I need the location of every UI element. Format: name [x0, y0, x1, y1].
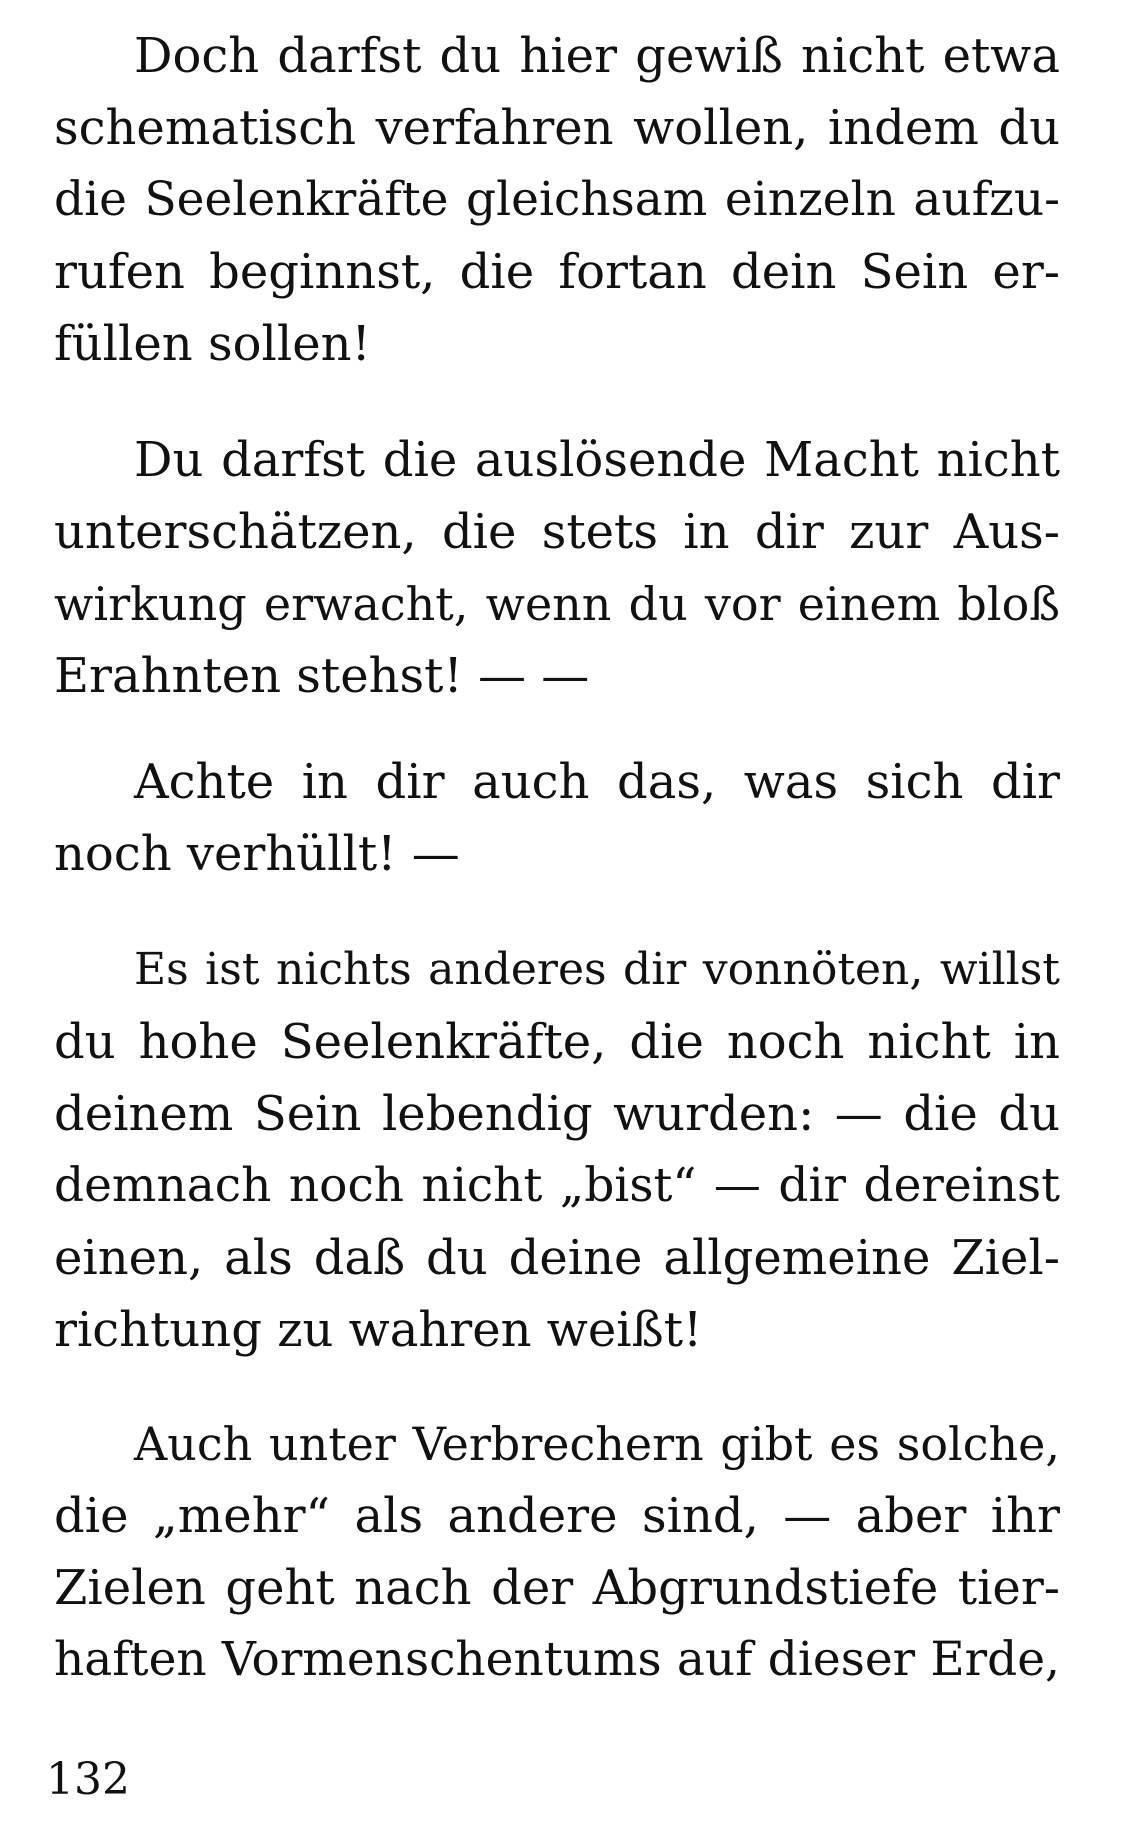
text-line: Erahnten stehst! — — [54, 648, 590, 704]
text-line: Achte in dir auch das, was sich dir [134, 754, 1060, 810]
paragraph-4 [54, 934, 1060, 1366]
paragraph-2 [54, 424, 1060, 712]
text-line: Du darfst die auslösende Macht nicht [134, 432, 1060, 488]
text-line: demnach noch nicht „bist“ — dir dereinst [54, 1158, 1060, 1213]
text-line: du hohe Seelenkräfte, die noch nicht in [54, 1014, 1060, 1070]
text-line: füllen sollen! [54, 316, 371, 372]
page-number: 132 [46, 1754, 130, 1805]
text-line: die „mehr“ als andere sind, — aber ihr [54, 1488, 1060, 1544]
text-line: deinem Sein lebendig wurden: — die du [54, 1086, 1060, 1142]
paragraph-3 [54, 746, 1060, 890]
text-line: noch verhüllt! — [54, 826, 460, 882]
text-line: einen, als daß du deine allgemeine Ziel- [54, 1230, 1060, 1286]
text-line: die Seelenkräfte gleichsam einzeln aufzu- [54, 172, 1060, 227]
paragraph-1 [54, 20, 1060, 380]
text-line: Auch unter Verbrechern gibt es solche, [134, 1417, 1060, 1471]
text-line: unterschätzen, die stets in dir zur Aus- [54, 504, 1060, 560]
paragraph-5 [54, 1408, 1060, 1696]
text-line: rufen beginnst, die fortan dein Sein er- [54, 244, 1060, 300]
text-line: Zielen geht nach der Abgrundstiefe tier- [54, 1560, 1060, 1616]
text-line: Doch darfst du hier gewiß nicht etwa [134, 28, 1060, 84]
text-line: wirkung erwacht, wenn du vor einem bloß [54, 577, 1060, 631]
text-line: richtung zu wahren weißt! [54, 1302, 703, 1358]
text-line: haften Vormenschentums auf dieser Erde, [54, 1632, 1060, 1687]
text-line: schematisch verfahren wollen, indem du [54, 100, 1060, 156]
text-line: Es ist nichts anderes dir vonnöten, willst [134, 944, 1060, 995]
